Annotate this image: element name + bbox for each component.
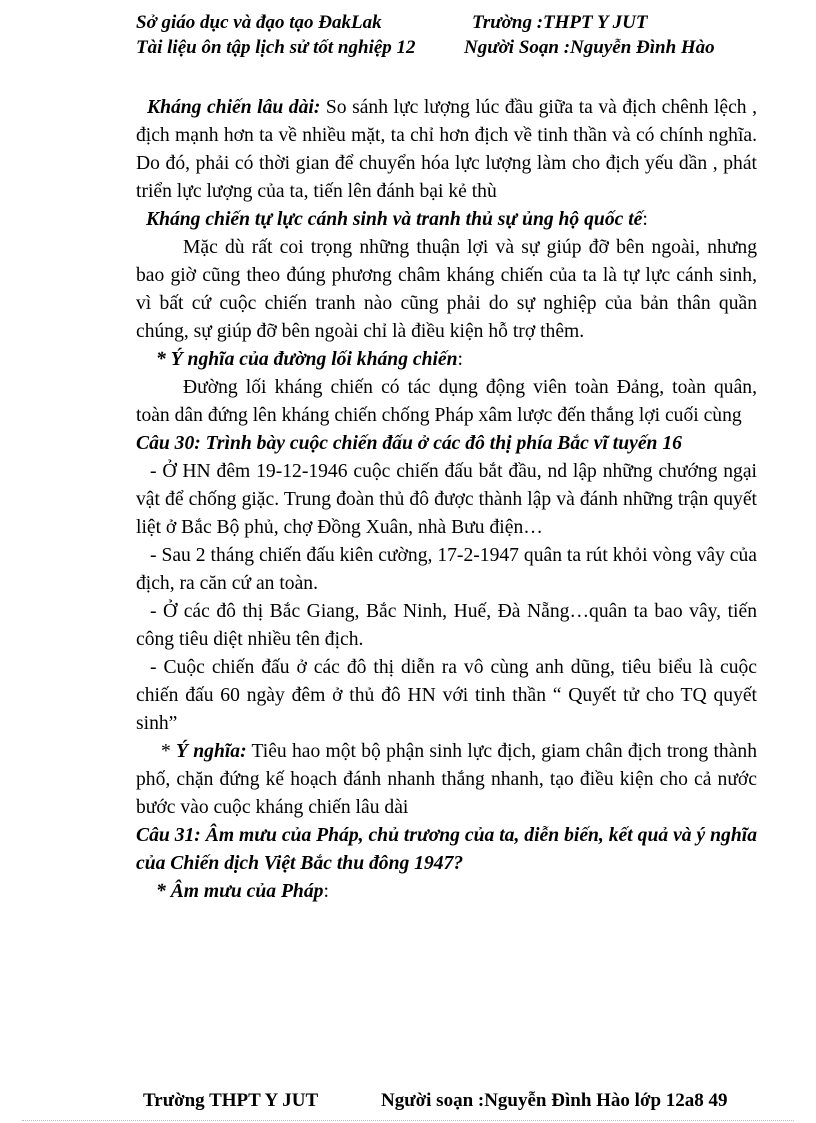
paragraph-heroic-fighting: - Cuộc chiến đấu ở các đô thị diễn ra vô cùng anh dũng, tiêu biểu là cuộc chiến đấu 60 ngày đêm ở thủ đô HN với tinh thần “ Quyết tử cho TQ quyết sinh”: [136, 657, 757, 734]
header-department: Sở giáo dục và đạo tạo ĐakLak: [136, 12, 382, 33]
header-line-2: [136, 37, 715, 59]
header-line-1: [136, 12, 648, 34]
paragraph-french-plot-heading: [136, 878, 757, 906]
paragraph-significance-heading: [136, 346, 757, 374]
paragraph-withdrawal: - Sau 2 tháng chiến đấu kiên cường, 17-2-1947 quân ta rút khỏi vòng vây của địch, ra căn cứ an toàn.: [136, 545, 757, 594]
paragraph-other-cities: - Ở các đô thị Bắc Giang, Bắc Ninh, Huế, Đà Nẵng…quân ta bao vây, tiến công tiêu diệt nhiều tên địch.: [136, 601, 757, 650]
page-footer: [143, 1090, 728, 1112]
paragraph-long-term-resistance: [136, 94, 757, 206]
paragraph-text: So sánh lực lượng lúc đầu giữa ta và địch chênh lệch , địch mạnh hơn ta về nhiều mặt, ta chỉ hơn địch về tinh thần và có chính nghĩa. Do đó, phải có thời gian để chuyển hóa lực lượng làm cho địch yếu dần , phát triển lực lượng của ta, tiến lên đánh bại kẻ thù: [136, 97, 757, 202]
header-author: Người Soạn :Nguyễn Đình Hào: [464, 37, 715, 58]
paragraph-text: Tiêu hao một bộ phận sinh lực địch, giam chân địch trong thành phố, chặn đứng kế hoạch đánh nhanh thắng nhanh, tạo điều kiện cho cả nước bước vào cuộc kháng chiến lâu dài: [136, 741, 757, 818]
heading-colon: :: [642, 209, 648, 230]
footer-author-page: Người soạn :Nguyễn Đình Hào lớp 12a8 49: [381, 1090, 728, 1111]
question-31-heading: Câu 31: Âm mưu của Pháp, chủ trương của ta, diễn biến, kết quả và ý nghĩa của Chiến dịch Việt Bắc thu đông 1947?: [136, 825, 757, 874]
question-30-heading: Câu 30: Trình bày cuộc chiến đấu ở các đô thị phía Bắc vĩ tuyến 16: [136, 433, 682, 454]
paragraph-significance-text: Đường lối kháng chiến có tác dụng động viên toàn Đảng, toàn quân, toàn dân đứng lên kháng chiến chống Pháp xâm lược đến thắng lợi cuối cùng: [136, 377, 757, 426]
document-body: [136, 94, 757, 906]
header-school: Trường :THPT Y JUT: [472, 12, 648, 33]
paragraph-meaning: [136, 738, 757, 822]
header-document-title: Tài liệu ôn tập lịch sử tốt nghiệp 12: [136, 37, 416, 58]
paragraph-self-reliance-heading: [136, 206, 757, 234]
paragraph-heading: Kháng chiến lâu dài:: [147, 97, 321, 118]
paragraph-heading: * Âm mưu của Pháp: [156, 881, 324, 902]
bullet-star: *: [161, 741, 177, 762]
footer-school: Trường THPT Y JUT: [143, 1090, 319, 1111]
paragraph-heading: Kháng chiến tự lực cánh sinh và tranh thủ sự ủng hộ quốc tế: [146, 209, 643, 230]
paragraph-hanoi-battle: - Ở HN đêm 19-12-1946 cuộc chiến đấu bắt đầu, nd lập những chướng ngại vật để chống giặc. Trung đoàn thủ đô được thành lập và đánh những trận quyết liệt ở Bắc Bộ phủ, chợ Đồng Xuân, nhà Bưu điện…: [136, 461, 757, 538]
heading-colon: :: [323, 881, 329, 902]
heading-colon: :: [457, 349, 463, 370]
paragraph-heading: Ý nghĩa:: [176, 741, 247, 762]
paragraph-self-reliance-text: Mặc dù rất coi trọng những thuận lợi và sự giúp đỡ bên ngoài, nhưng bao giờ cũng theo đúng phương châm kháng chiến của ta là tự lực cánh sinh, vì bất cứ cuộc chiến tranh nào cũng phải do sự nghiệp của bản thân quần chúng, sự giúp đỡ bên ngoài chỉ là điều kiện hỗ trợ thêm.: [136, 237, 757, 342]
paragraph-heading: * Ý nghĩa của đường lối kháng chiến: [156, 349, 458, 370]
page-border-divider: [22, 1120, 794, 1121]
